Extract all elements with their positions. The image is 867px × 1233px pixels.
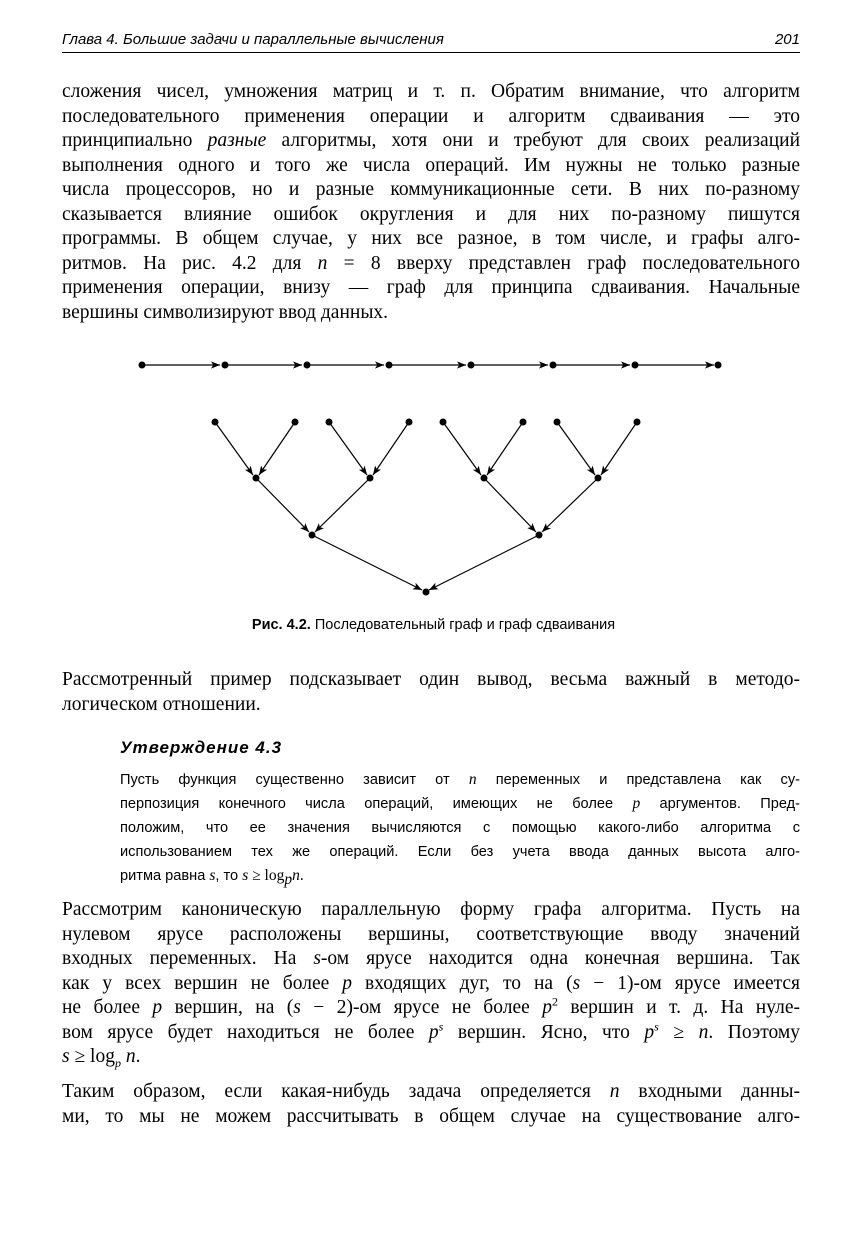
text-run: . [135, 1046, 141, 1067]
statement-title: Утверждение 4.3 [120, 738, 283, 757]
text-run: входных переменных. На [62, 948, 314, 969]
text-run: входящих дуг, то на ( [352, 972, 573, 994]
text-line: нулевом ярусе расположены вершины, соответствующие вводу значений [62, 923, 800, 945]
text-run: , то [215, 868, 243, 884]
caption-text: Последовательный граф и граф сдваивания [310, 617, 616, 633]
text-run: принципиально [62, 130, 208, 151]
math-variable: n [609, 1081, 620, 1102]
text-run: . Поэтому [708, 1021, 800, 1043]
figure-caption [0, 617, 867, 633]
graph-vertex [440, 419, 447, 426]
math-superscript: s [438, 1019, 444, 1033]
math-superscript: 2 [551, 994, 558, 1009]
text-run: ритма равна [120, 868, 210, 884]
text-run: − 1)-ом ярусе имеется [580, 972, 800, 994]
text-line: ми, то мы не можем рассчитывать в общем случае на существование алго- [62, 1105, 800, 1127]
graph-vertex [292, 419, 299, 426]
text-line: положим, что ее значения вычисляются с помощью какого-либо алгоритма с [120, 820, 800, 836]
text-run: как у всех вершин не более [62, 972, 343, 994]
text-line: программы. В общем случае, у них все разное, в том числе, и графы алго- [62, 228, 800, 249]
text-run: входными данны- [619, 1081, 800, 1102]
graph-edge [373, 422, 409, 475]
running-header [62, 30, 800, 53]
math-variable: p [342, 972, 353, 994]
text-run: перпозиция конечного числа операций, имеющих не более [120, 796, 633, 812]
emphasis-text: разные [207, 130, 267, 151]
text-line: сложения чисел, умножения матриц и т. п. Обратим внимание, что алгоритм [62, 81, 800, 102]
graph-edge [329, 422, 367, 475]
text-line [62, 252, 800, 277]
text-line: последовательного применения операции и алгоритм сдваивания — это [62, 105, 800, 127]
math-variable: p [632, 795, 641, 812]
graph-vertex [468, 362, 475, 369]
graph-vertex [520, 419, 527, 426]
graph-vertex [406, 419, 413, 426]
graph-vertex [423, 589, 430, 596]
graph-vertex [139, 362, 146, 369]
graph-edge [557, 422, 595, 475]
text-line [62, 996, 800, 1021]
graph-edge [215, 422, 253, 475]
math-variable: n [468, 771, 477, 788]
text-run: вершин. Ясно, что [443, 1021, 645, 1043]
text-line [62, 1045, 800, 1070]
text-run: − 2)-ом ярусе не более [300, 997, 543, 1018]
paragraph-1 [62, 80, 800, 325]
text-line: числа процессоров, но и разные коммуникационные сети. В них по-разному [62, 179, 800, 200]
doubling-graph-vertices [212, 419, 641, 596]
text-line [120, 792, 800, 816]
graph-vertex [309, 532, 316, 539]
graph-edge [315, 478, 370, 532]
paragraph-3 [62, 898, 800, 1070]
graph-vertex [632, 362, 639, 369]
text-run: алгоритмы, хотя они и требуют для своих реализаций [266, 130, 800, 151]
paragraph-4 [62, 1080, 800, 1129]
text-run: вершин и т. д. На нуле- [557, 997, 801, 1018]
math-operator: ≥ log [248, 867, 285, 884]
graph-vertex [212, 419, 219, 426]
graph-vertex [481, 475, 488, 482]
text-line [62, 1021, 800, 1046]
text-line [62, 129, 800, 154]
figure-graphs [0, 340, 867, 610]
text-run: . [299, 867, 304, 884]
text-line: использованием тех же операций. Если без учета ввода данных высота алго- [120, 844, 800, 860]
graph-edge [487, 422, 523, 475]
text-line: выполнения одного и того же числа операций. Им нужны не только разные [62, 154, 800, 176]
math-subscript: p [114, 1055, 121, 1070]
graph-vertex [634, 419, 641, 426]
math-variable: p [644, 1021, 655, 1043]
text-run: ритмов. На рис. 4.2 для [62, 252, 318, 274]
math-operator: ≥ [658, 1021, 699, 1043]
statement-body [120, 768, 800, 888]
text-line [62, 972, 800, 997]
text-run: аргументов. Пред- [640, 796, 800, 812]
math-superscript: s [654, 1019, 659, 1033]
graph-edge [429, 535, 539, 590]
text-run: переменных и представлена как су- [476, 772, 800, 788]
text-line: вершины символизируют ввод данных. [62, 301, 389, 323]
math-variable: s [242, 867, 249, 884]
graph-edge [443, 422, 481, 475]
math-variable: n [292, 867, 300, 884]
graph-edge [484, 478, 536, 532]
math-variable: n [120, 1046, 136, 1067]
doubling-graph [215, 422, 637, 590]
text-run: Таким образом, если какая-нибудь задача определяется [62, 1081, 610, 1102]
math-variable: n [317, 252, 328, 274]
text-run: вершин, на ( [162, 997, 294, 1018]
math-operator: ≥ log [69, 1046, 115, 1067]
graph-vertex [386, 362, 393, 369]
graph-vertex [550, 362, 557, 369]
math-variable: s [62, 1046, 70, 1067]
text-line: сказывается влияние ошибок округления и для них по-разному пишутся [62, 203, 800, 225]
math-variable: p [542, 997, 552, 1018]
text-line: Рассмотренный пример подсказывает один вывод, весьма важный в методо- [62, 669, 800, 690]
graph-vertex [554, 419, 561, 426]
math-variable: s [293, 997, 301, 1018]
graph-vertex [715, 362, 722, 369]
graph-vertex [536, 532, 543, 539]
text-run: не более [62, 997, 153, 1018]
graph-edge [542, 478, 598, 532]
math-variable: p [152, 997, 163, 1018]
math-variable: s [572, 972, 581, 994]
text-run: -ом ярусе находится одна конечная вершина. Так [320, 948, 801, 969]
text-line: логическом отношении. [62, 693, 261, 715]
text-run: = 8 вверху представлен граф последовательного [327, 252, 800, 274]
text-run: вом ярусе будет находиться не более [62, 1021, 429, 1043]
caption-label: Рис. 4.2. [251, 617, 311, 633]
text-line [62, 947, 800, 972]
graph-vertex [253, 475, 260, 482]
graph-vertex [367, 475, 374, 482]
math-variable: n [698, 1021, 709, 1043]
text-line [120, 864, 800, 888]
math-variable: p [428, 1021, 439, 1043]
text-line [62, 1080, 800, 1105]
math-variable: s [209, 867, 216, 884]
paragraph-2 [62, 668, 800, 717]
graph-edge [259, 422, 295, 475]
graph-vertex [595, 475, 602, 482]
graph-vertex [222, 362, 229, 369]
chapter-title: Глава 4. Большие задачи и параллельные вычисления [62, 31, 444, 48]
graph-vertex [326, 419, 333, 426]
graph-edge [256, 478, 309, 532]
graph-edge [601, 422, 637, 475]
graph-vertex [304, 362, 311, 369]
page-number: 201 [774, 31, 800, 48]
math-variable: s [313, 948, 321, 969]
text-line: применения операции, внизу — граф для принципа сдваивания. Начальные [62, 277, 800, 298]
text-line: Рассмотрим каноническую параллельную форму графа алгоритма. Пусть на [62, 899, 800, 920]
graph-edge [312, 535, 422, 590]
text-run: Пусть функция существенно зависит от [120, 772, 469, 788]
text-line [120, 768, 800, 792]
math-subscript: p [284, 870, 293, 888]
